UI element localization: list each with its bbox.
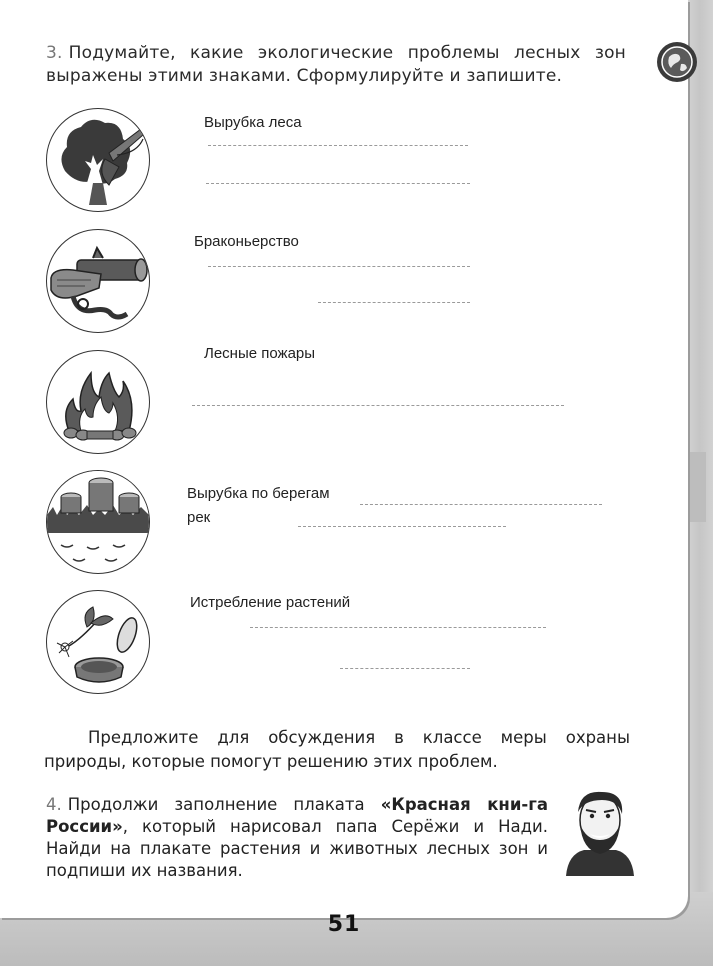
answer-5: Истребление растений <box>190 594 351 611</box>
task-4-bold-title: «Красная кни-га России» <box>46 795 549 836</box>
discussion-text: Предложите для обсуждения в классе меры охраны природы, которые помогут решению этих проблем. <box>44 728 630 771</box>
task-3-number: 3. <box>46 43 63 63</box>
answer-line-5a <box>250 627 546 628</box>
task-4-text-before: Продолжи заполнение плаката <box>67 795 381 814</box>
answer-line-1b <box>206 183 470 184</box>
tree-axe-icon <box>46 108 150 212</box>
task-3-text: Подумайте, какие экологические проблемы лесных зон выражены этими знаками. Сформулируйте и запишите. <box>46 43 626 86</box>
answer-line-1a <box>208 145 468 146</box>
answer-4-line-1: Вырубка по берегам <box>187 485 330 502</box>
task-4-text-after: , который нарисовал папа Серёжи и Нади. Найди на плакате растения и животных лесных зон и подпиши их названия. <box>46 817 548 880</box>
answer-line-3a <box>192 405 564 406</box>
answer-line-4a <box>360 504 602 505</box>
page-number: 51 <box>327 912 361 937</box>
stumps-river-icon <box>46 470 150 574</box>
fire-icon <box>46 350 150 454</box>
answer-4-line-2: рек <box>187 509 211 526</box>
answer-1: Вырубка леса <box>204 114 302 131</box>
answer-line-5b <box>340 668 470 669</box>
task-4-number: 4. <box>46 795 62 814</box>
task-4 <box>46 794 548 882</box>
answer-2: Браконьерство <box>194 233 299 250</box>
plant-tin-can-icon <box>46 590 150 694</box>
globe-icon <box>657 42 697 82</box>
answer-line-2a <box>208 266 470 267</box>
bearded-man-portrait <box>562 784 638 876</box>
gun-icon <box>46 229 150 333</box>
answer-line-4b <box>298 526 506 527</box>
task-3 <box>46 42 626 88</box>
answer-line-2b <box>318 302 470 303</box>
answer-3: Лесные пожары <box>204 345 316 362</box>
